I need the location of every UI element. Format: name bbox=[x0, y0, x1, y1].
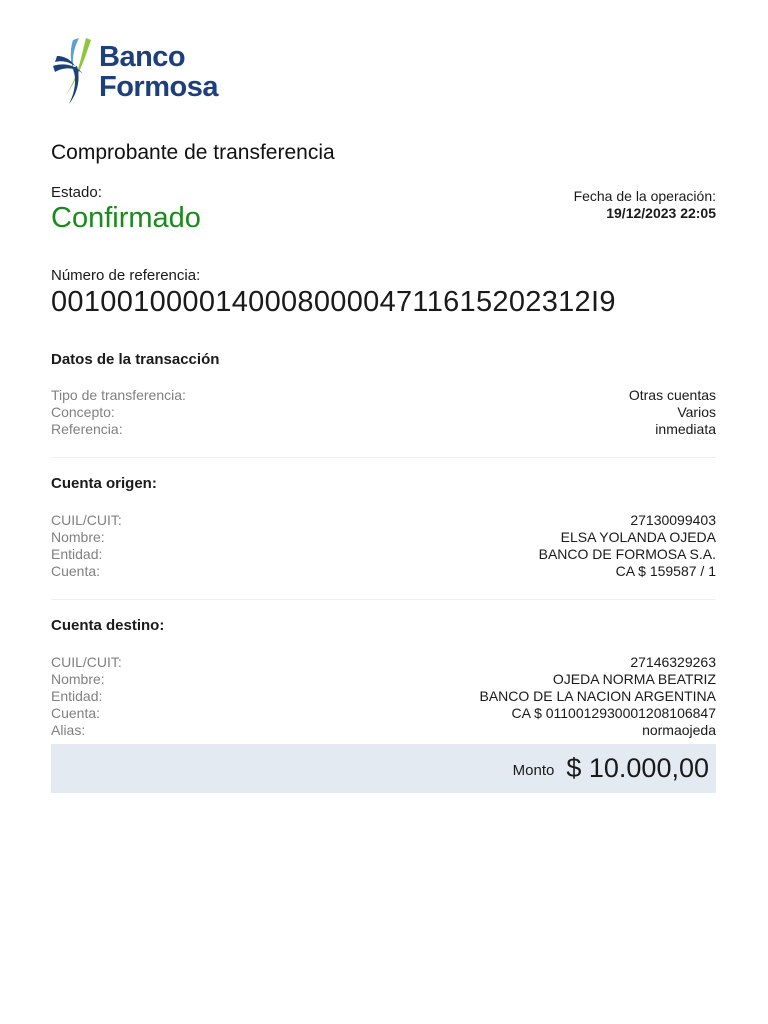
estado-value: Confirmado bbox=[51, 202, 201, 234]
detail-row bbox=[51, 654, 716, 671]
monto-value: $ 10.000,00 bbox=[566, 753, 709, 783]
detail-value: BANCO DE LA NACION ARGENTINA bbox=[479, 688, 716, 704]
detail-value: normaojeda bbox=[642, 722, 716, 738]
fecha-label: Fecha de la operación: bbox=[573, 188, 716, 204]
logo-line-2: Formosa bbox=[99, 71, 218, 103]
origen-title: Cuenta origen: bbox=[51, 475, 157, 492]
detail-row bbox=[51, 546, 716, 563]
detail-key: Tipo de transferencia: bbox=[51, 387, 186, 403]
detail-value: Varios bbox=[677, 404, 716, 420]
detail-key: Concepto: bbox=[51, 404, 115, 420]
origen-details bbox=[51, 512, 716, 580]
estado-label: Estado: bbox=[51, 184, 102, 201]
detail-key: Alias: bbox=[51, 722, 86, 738]
detail-key: CUIL/CUIT: bbox=[51, 512, 122, 528]
divider bbox=[51, 457, 716, 458]
detail-row bbox=[51, 563, 716, 580]
detail-key: Cuenta: bbox=[51, 705, 101, 721]
monto-label: Monto bbox=[512, 762, 555, 779]
transaccion-title: Datos de la transacción bbox=[51, 351, 220, 368]
detail-row bbox=[51, 512, 716, 529]
detail-value: ELSA YOLANDA OJEDA bbox=[560, 529, 716, 545]
destino-title: Cuenta destino: bbox=[51, 617, 165, 634]
detail-key: Nombre: bbox=[51, 529, 105, 545]
banco-formosa-logo bbox=[51, 36, 251, 106]
detail-value: inmediata bbox=[655, 421, 716, 437]
detail-row bbox=[51, 671, 716, 688]
detail-value: Otras cuentas bbox=[628, 387, 716, 403]
logo-wordmark bbox=[99, 42, 218, 102]
detail-value: BANCO DE FORMOSA S.A. bbox=[538, 546, 716, 562]
detail-value: CA $ 0110012930001208106847 bbox=[511, 705, 716, 721]
detail-value: CA $ 159587 / 1 bbox=[615, 563, 716, 579]
monto-bar bbox=[51, 744, 716, 793]
detail-value: 27130099403 bbox=[630, 512, 716, 528]
detail-key: Entidad: bbox=[51, 546, 103, 562]
destino-details bbox=[51, 654, 716, 739]
detail-key: Referencia: bbox=[51, 421, 123, 437]
detail-key: CUIL/CUIT: bbox=[51, 654, 122, 670]
divider bbox=[51, 599, 716, 600]
detail-key: Nombre: bbox=[51, 671, 105, 687]
detail-value: 27146329263 bbox=[630, 654, 716, 670]
detail-key: Entidad: bbox=[51, 688, 103, 704]
detail-row bbox=[51, 722, 716, 739]
transaccion-details bbox=[51, 387, 716, 438]
referencia-value: 001001000014000800004711615202312I9 bbox=[51, 286, 616, 318]
detail-row bbox=[51, 688, 716, 705]
detail-key: Cuenta: bbox=[51, 563, 101, 579]
referencia-label: Número de referencia: bbox=[51, 267, 201, 284]
detail-row bbox=[51, 404, 716, 421]
fecha-value: 19/12/2023 22:05 bbox=[606, 205, 716, 221]
detail-row bbox=[51, 387, 716, 404]
detail-row bbox=[51, 421, 716, 438]
logo-line-1: Banco bbox=[99, 41, 186, 73]
detail-row bbox=[51, 705, 716, 722]
detail-row bbox=[51, 529, 716, 546]
page-title: Comprobante de transferencia bbox=[51, 141, 335, 164]
detail-value: OJEDA NORMA BEATRIZ bbox=[552, 671, 716, 687]
logo-mark-icon bbox=[51, 36, 97, 106]
